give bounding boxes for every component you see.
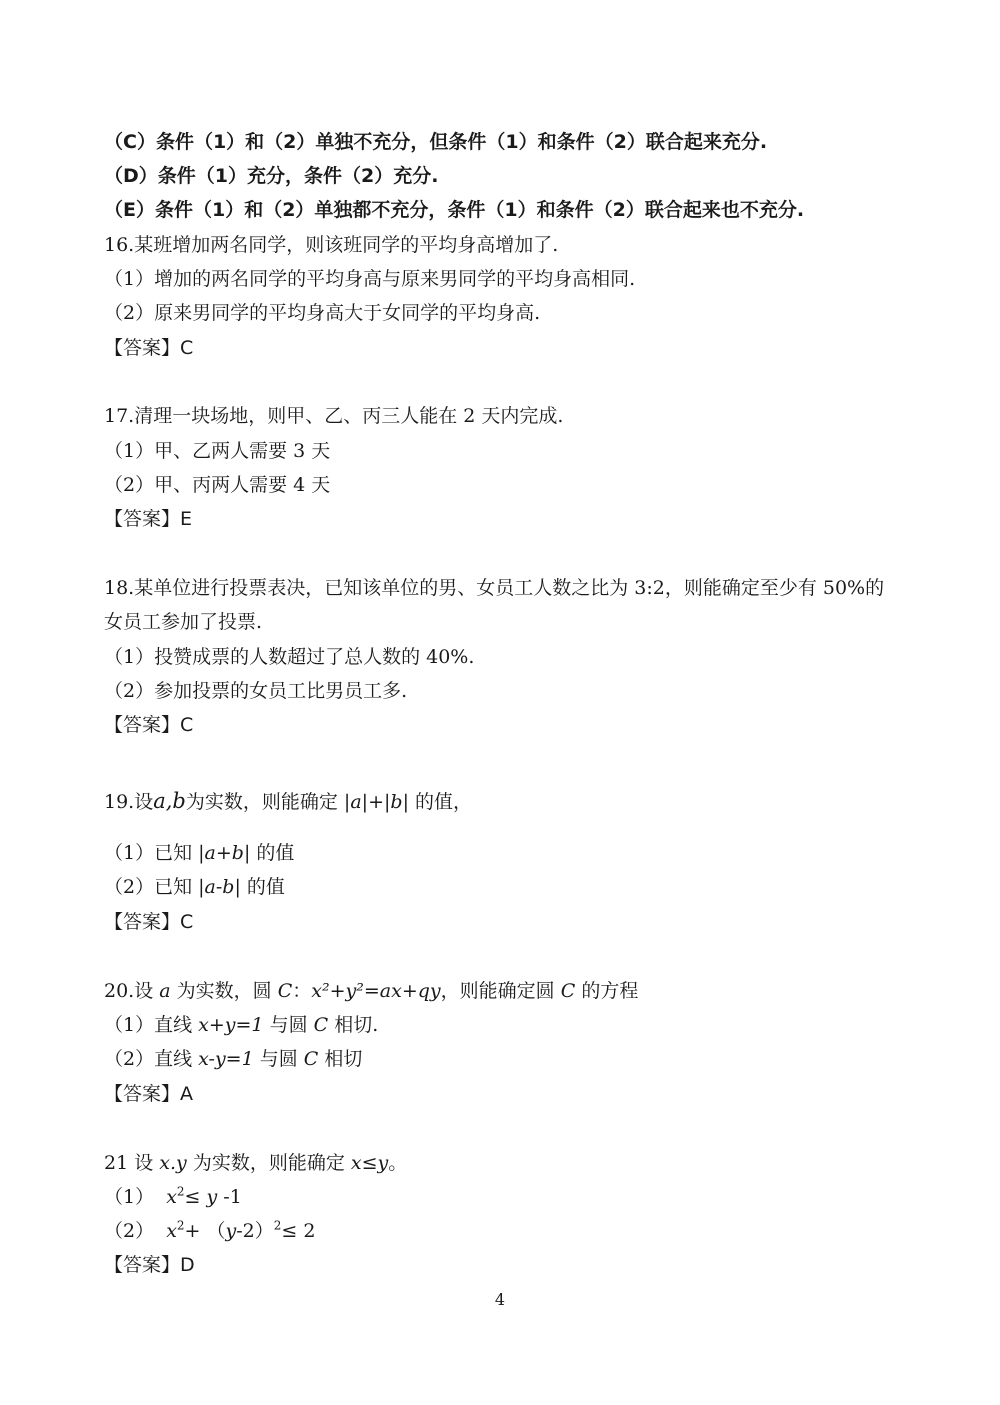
q20-c2-equation: x-y=1 bbox=[198, 1048, 254, 1070]
q21-c2-y: y bbox=[225, 1220, 237, 1242]
q20-c1-c: C bbox=[313, 1014, 329, 1036]
q21-c1-x: x bbox=[166, 1186, 177, 1208]
q20-c2-c: C bbox=[303, 1048, 319, 1070]
q19-stem-plus: + bbox=[368, 791, 384, 813]
q21-c2-middle: + （ bbox=[184, 1220, 226, 1242]
q19-stem-variables: a,b bbox=[153, 789, 186, 813]
q21-stem-middle: 为实数，则能确定 bbox=[192, 1152, 345, 1174]
question-16-condition-1: （1）增加的两名同学的平均身高与原来男同学的平均身高相同. bbox=[104, 268, 636, 290]
option-d: （D）条件（1）充分，条件（2）充分. bbox=[104, 165, 439, 187]
question-21-answer: 【答案】D bbox=[104, 1254, 195, 1276]
question-20-condition-2 bbox=[104, 1047, 362, 1071]
question-17-condition-2: （2）甲、丙两人需要 4 天 bbox=[104, 474, 331, 496]
q20-c2-suffix: 相切 bbox=[324, 1048, 363, 1070]
q21-stem-inequality: x≤y bbox=[350, 1152, 389, 1174]
question-18-condition-1: （1）投赞成票的人数超过了总人数的 40%. bbox=[104, 646, 475, 668]
q20-stem-a: a bbox=[159, 980, 171, 1002]
question-19-answer: 【答案】C bbox=[104, 911, 194, 933]
question-17-stem: 17.清理一块场地，则甲、乙、丙三人能在 2 天内完成. bbox=[104, 405, 564, 427]
question-20-answer: 【答案】A bbox=[104, 1083, 193, 1105]
question-18-stem-line-2: 女员工参加了投票. bbox=[104, 611, 263, 633]
question-19-stem: 19.设a,b为实数，则能确定 |a|+|b| 的值， bbox=[104, 789, 473, 813]
q20-c2-middle: 与圆 bbox=[259, 1048, 298, 1070]
option-c: （C）条件（1）和（2）单独不充分，但条件（1）和条件（2）联合起来充分. bbox=[104, 131, 768, 153]
q19-stem-suffix: 的值， bbox=[415, 791, 473, 813]
q19-c2-a: a bbox=[204, 876, 216, 898]
question-21-stem bbox=[104, 1151, 407, 1175]
q19-c1-a: a bbox=[204, 842, 216, 864]
question-19-condition-1: （1）已知 |a+b| 的值 bbox=[104, 842, 295, 864]
q20-stem-suffix-1: ，则能确定圆 bbox=[440, 980, 555, 1002]
q21-c1-square: 2 bbox=[176, 1184, 185, 1199]
q20-stem-middle: 为实数，圆 bbox=[176, 980, 272, 1002]
q21-stem-prefix: 21 设 bbox=[104, 1152, 154, 1174]
q20-stem-c: C bbox=[277, 980, 293, 1002]
q21-c2-end: ≤ 2 bbox=[281, 1220, 316, 1242]
q21-c1-y: y bbox=[206, 1186, 218, 1208]
q19-stem-middle: 为实数，则能确定 bbox=[185, 791, 338, 813]
q20-c1-middle: 与圆 bbox=[269, 1014, 308, 1036]
q19-c2-op: - bbox=[215, 876, 223, 898]
question-19-condition-2: （2）已知 |a-b| 的值 bbox=[104, 876, 285, 898]
q19-c2-b: b bbox=[222, 876, 235, 898]
q21-c2-square-paren: 2 bbox=[273, 1218, 282, 1233]
q19-stem-abs-a: a bbox=[350, 791, 362, 813]
q21-c2-square-x: 2 bbox=[176, 1218, 185, 1233]
question-16-stem: 16.某班增加两名同学，则该班同学的平均身高增加了. bbox=[104, 234, 559, 256]
question-18-answer: 【答案】C bbox=[104, 714, 194, 736]
q21-c2-prefix: （2） bbox=[104, 1220, 155, 1242]
q21-c1-tail: -1 bbox=[217, 1186, 242, 1208]
page-number: 4 bbox=[494, 1290, 506, 1309]
q20-stem-colon: ： bbox=[292, 980, 312, 1002]
question-21-condition-2 bbox=[104, 1219, 315, 1243]
q19-stem-abs-b: b bbox=[390, 791, 403, 813]
q21-c1-prefix: （1） bbox=[104, 1186, 155, 1208]
q20-c1-suffix: 相切. bbox=[334, 1014, 379, 1036]
q20-c1-equation: x+y=1 bbox=[198, 1014, 264, 1036]
q19-c2-prefix: （2）已知 bbox=[104, 876, 193, 898]
q20-c2-prefix: （2）直线 bbox=[104, 1048, 193, 1070]
question-17-answer: 【答案】E bbox=[104, 508, 193, 530]
q19-c1-suffix: 的值 bbox=[256, 842, 295, 864]
q21-stem-suffix: 。 bbox=[388, 1152, 408, 1174]
q21-stem-variables: x.y bbox=[159, 1152, 187, 1174]
q20-stem-prefix: 20.设 bbox=[104, 980, 154, 1002]
q21-c2-tail: -2） bbox=[236, 1220, 274, 1242]
question-20-stem bbox=[104, 979, 638, 1003]
q20-c1-prefix: （1）直线 bbox=[104, 1014, 193, 1036]
q19-c2-suffix: 的值 bbox=[246, 876, 285, 898]
question-16-answer: 【答案】C bbox=[104, 337, 194, 359]
q19-stem-prefix: 19.设 bbox=[104, 791, 154, 813]
question-20-condition-1 bbox=[104, 1013, 378, 1037]
q21-c2-x: x bbox=[166, 1220, 177, 1242]
q19-c1-prefix: （1）已知 bbox=[104, 842, 193, 864]
question-17-condition-1: （1）甲、乙两人需要 3 天 bbox=[104, 440, 331, 462]
q19-c1-op: + bbox=[215, 842, 232, 864]
q20-stem-suffix-2: 的方程 bbox=[581, 980, 639, 1002]
q19-c1-b: b bbox=[231, 842, 244, 864]
question-18-condition-2: （2）参加投票的女员工比男员工多. bbox=[104, 680, 408, 702]
q20-stem-equation: x²+y²=ax+qy bbox=[311, 980, 441, 1002]
option-e: （E）条件（1）和（2）单独都不充分，条件（1）和条件（2）联合起来也不充分. bbox=[104, 199, 805, 221]
q20-stem-c2: C bbox=[560, 980, 576, 1002]
question-21-condition-1 bbox=[104, 1185, 242, 1209]
question-16-condition-2: （2）原来男同学的平均身高大于女同学的平均身高. bbox=[104, 302, 541, 324]
question-18-stem-line-1: 18.某单位进行投票表决，已知该单位的男、女员工人数之比为 3:2，则能确定至少有 50%的 bbox=[104, 577, 885, 599]
q21-c1-leq: ≤ bbox=[184, 1186, 201, 1208]
